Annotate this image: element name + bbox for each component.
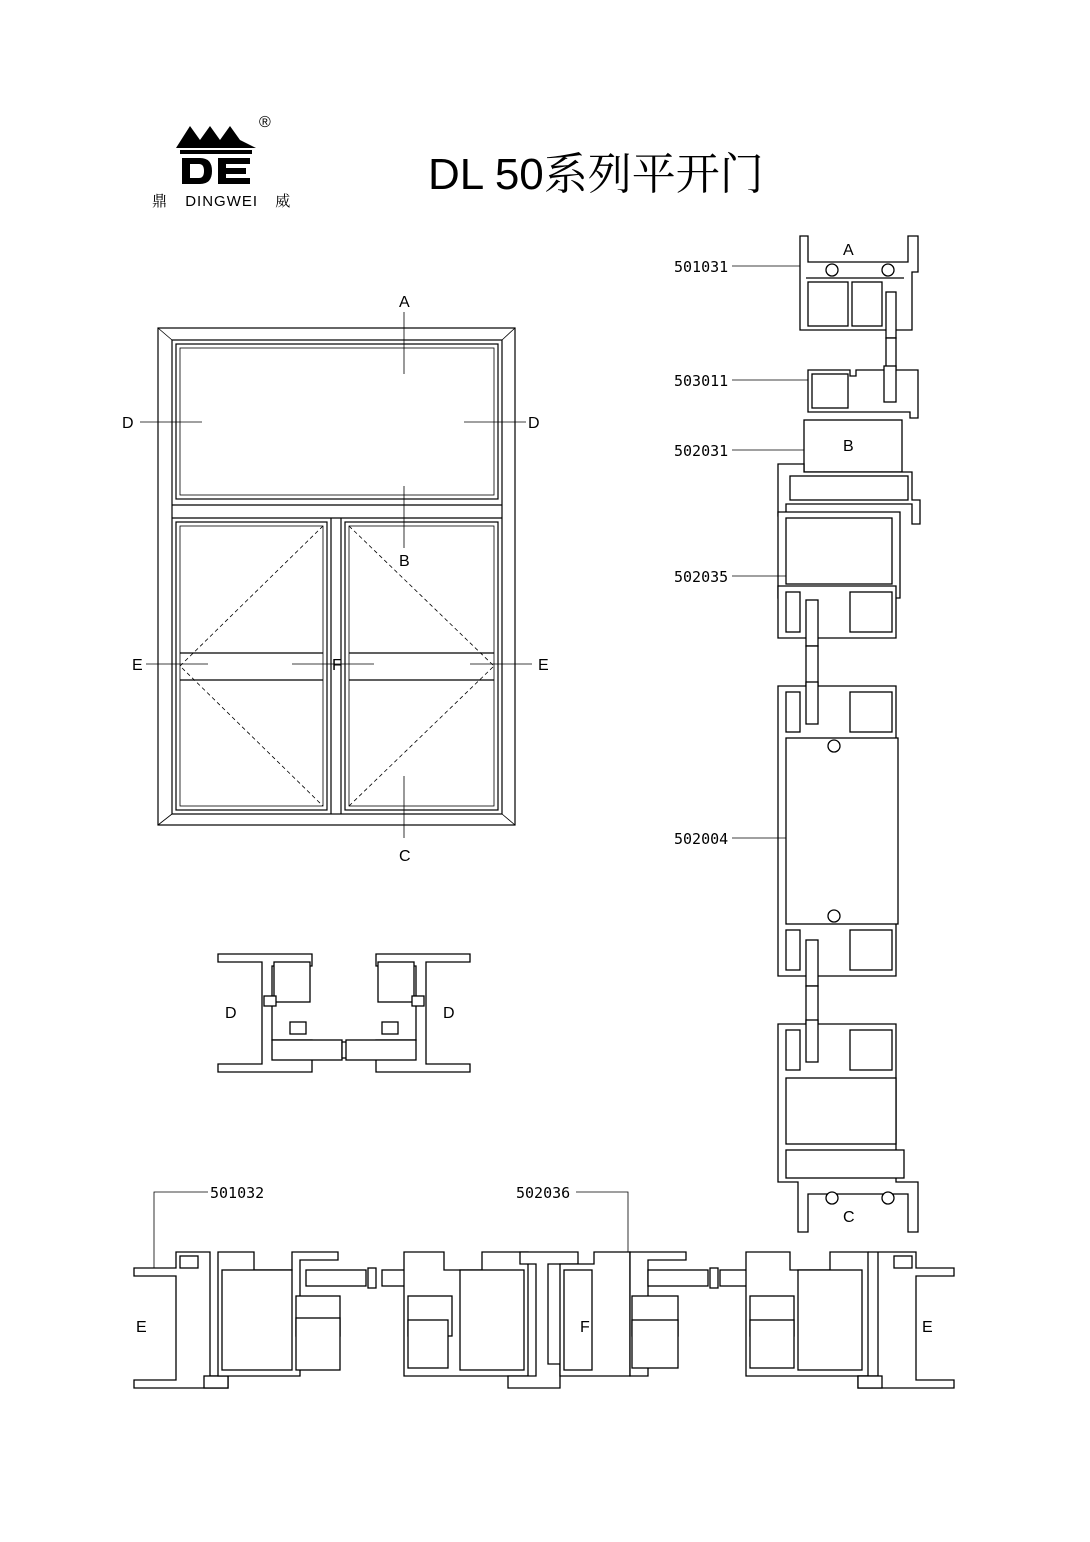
elev-label-d-right: D <box>528 415 540 432</box>
code-502036: 502036 <box>516 1184 571 1202</box>
elev-label-e-right: E <box>538 657 549 674</box>
brand-cn-right: 威 <box>275 193 292 210</box>
door-elevation <box>140 312 532 838</box>
brand-en: DINGWEI <box>185 193 259 210</box>
code-502004: 502004 <box>674 830 729 848</box>
section-label-e-left: E <box>136 1319 147 1336</box>
elev-label-e-left: E <box>132 657 143 674</box>
section-label-d-right: D <box>443 1005 455 1022</box>
code-503011: 503011 <box>674 372 729 390</box>
section-label-b: B <box>843 438 854 455</box>
jamb-section-d <box>218 954 470 1072</box>
horizontal-section <box>134 1192 954 1388</box>
elev-label-a: A <box>399 294 410 311</box>
section-label-f: F <box>580 1319 590 1336</box>
section-label-d-left: D <box>225 1005 237 1022</box>
code-501031: 501031 <box>674 258 729 276</box>
section-label-a: A <box>843 242 854 259</box>
code-502035: 502035 <box>674 568 729 586</box>
brand-cn-left: 鼎 <box>152 193 169 210</box>
elev-label-c: C <box>399 848 411 865</box>
page-title: DL 50系列平开门 <box>428 150 764 199</box>
section-label-c: C <box>843 1209 855 1226</box>
code-501032: 501032 <box>210 1184 265 1202</box>
elev-label-f: F <box>332 657 342 674</box>
vertical-section <box>732 236 920 1232</box>
code-502031: 502031 <box>674 442 729 460</box>
elev-label-d-left: D <box>122 415 134 432</box>
section-label-e-right: E <box>922 1319 933 1336</box>
registered-mark: ® <box>259 114 271 131</box>
elev-label-b: B <box>399 553 410 570</box>
